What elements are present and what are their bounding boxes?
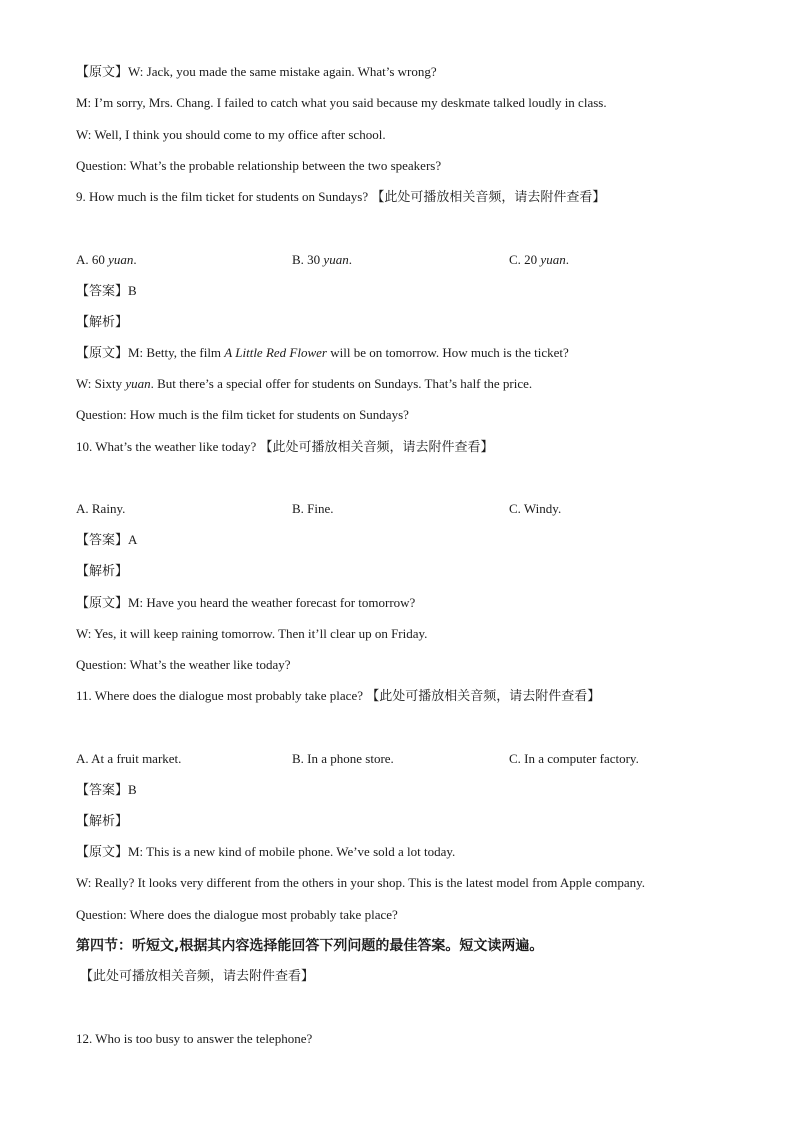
question-line: Question: How much is the film ticket for students on Sundays? bbox=[76, 407, 409, 422]
transcript-line: 【原文】M: Betty, the film A Little Red Flower will be on tomorrow. How much is the ticket? bbox=[76, 345, 569, 360]
transcript-line: M: I’m sorry, Mrs. Chang. I failed to catch what you said because my deskmate talked loudly in class. bbox=[76, 95, 607, 110]
analysis-label: 【解析】 bbox=[76, 813, 129, 828]
question-11: 11. Where does the dialogue most probably take place? 【此处可播放相关音频，请去附件查看】 bbox=[76, 688, 601, 703]
option-a: A. 60 yuan. bbox=[76, 252, 137, 267]
option-c: C. 20 yuan. bbox=[509, 252, 569, 267]
option-c: C. Windy. bbox=[509, 501, 562, 516]
option-a: A. Rainy. bbox=[76, 501, 126, 516]
question-9: 9. How much is the film ticket for students on Sundays? 【此处可播放相关音频，请去附件查看】 bbox=[76, 189, 606, 204]
question-10: 10. What’s the weather like today? 【此处可播放相关音频，请去附件查看】 bbox=[76, 439, 494, 454]
option-b: B. In a phone store. bbox=[292, 751, 394, 766]
question-line: Question: What’s the probable relationship between the two speakers? bbox=[76, 158, 442, 173]
question-line: Question: What’s the weather like today? bbox=[76, 657, 291, 672]
answer-label: 【答案】B bbox=[76, 283, 137, 298]
audio-note: 【此处可播放相关音频，请去附件查看】 bbox=[80, 969, 315, 984]
section-heading: 第四节：听短文,根据其内容选择能回答下列问题的最佳答案。短文读两遍。 bbox=[76, 938, 544, 954]
question-line: Question: Where does the dialogue most probably take place? bbox=[76, 907, 398, 922]
transcript-line: W: Yes, it will keep raining tomorrow. Then it’ll clear up on Friday. bbox=[76, 626, 428, 641]
analysis-label: 【解析】 bbox=[76, 314, 129, 329]
transcript-line: W: Really? It looks very different from the others in your shop. This is the latest model from Apple company. bbox=[76, 875, 645, 890]
option-a: A. At a fruit market. bbox=[76, 751, 182, 766]
transcript-line: W: Well, I think you should come to my office after school. bbox=[76, 127, 386, 142]
question-12: 12. Who is too busy to answer the telephone? bbox=[76, 1031, 313, 1046]
option-c: C. In a computer factory. bbox=[509, 751, 639, 766]
transcript-line: 【原文】W: Jack, you made the same mistake again. What’s wrong? bbox=[76, 64, 437, 79]
transcript-line: W: Sixty yuan. But there’s a special offer for students on Sundays. That’s half the price. bbox=[76, 376, 533, 391]
answer-label: 【答案】A bbox=[76, 532, 138, 547]
transcript-line: 【原文】M: Have you heard the weather forecast for tomorrow? bbox=[76, 595, 416, 610]
transcript-line: 【原文】M: This is a new kind of mobile phone. We’ve sold a lot today. bbox=[76, 844, 456, 859]
option-b: B. 30 yuan. bbox=[292, 252, 352, 267]
option-b: B. Fine. bbox=[292, 501, 334, 516]
analysis-label: 【解析】 bbox=[76, 563, 129, 578]
answer-label: 【答案】B bbox=[76, 782, 137, 797]
